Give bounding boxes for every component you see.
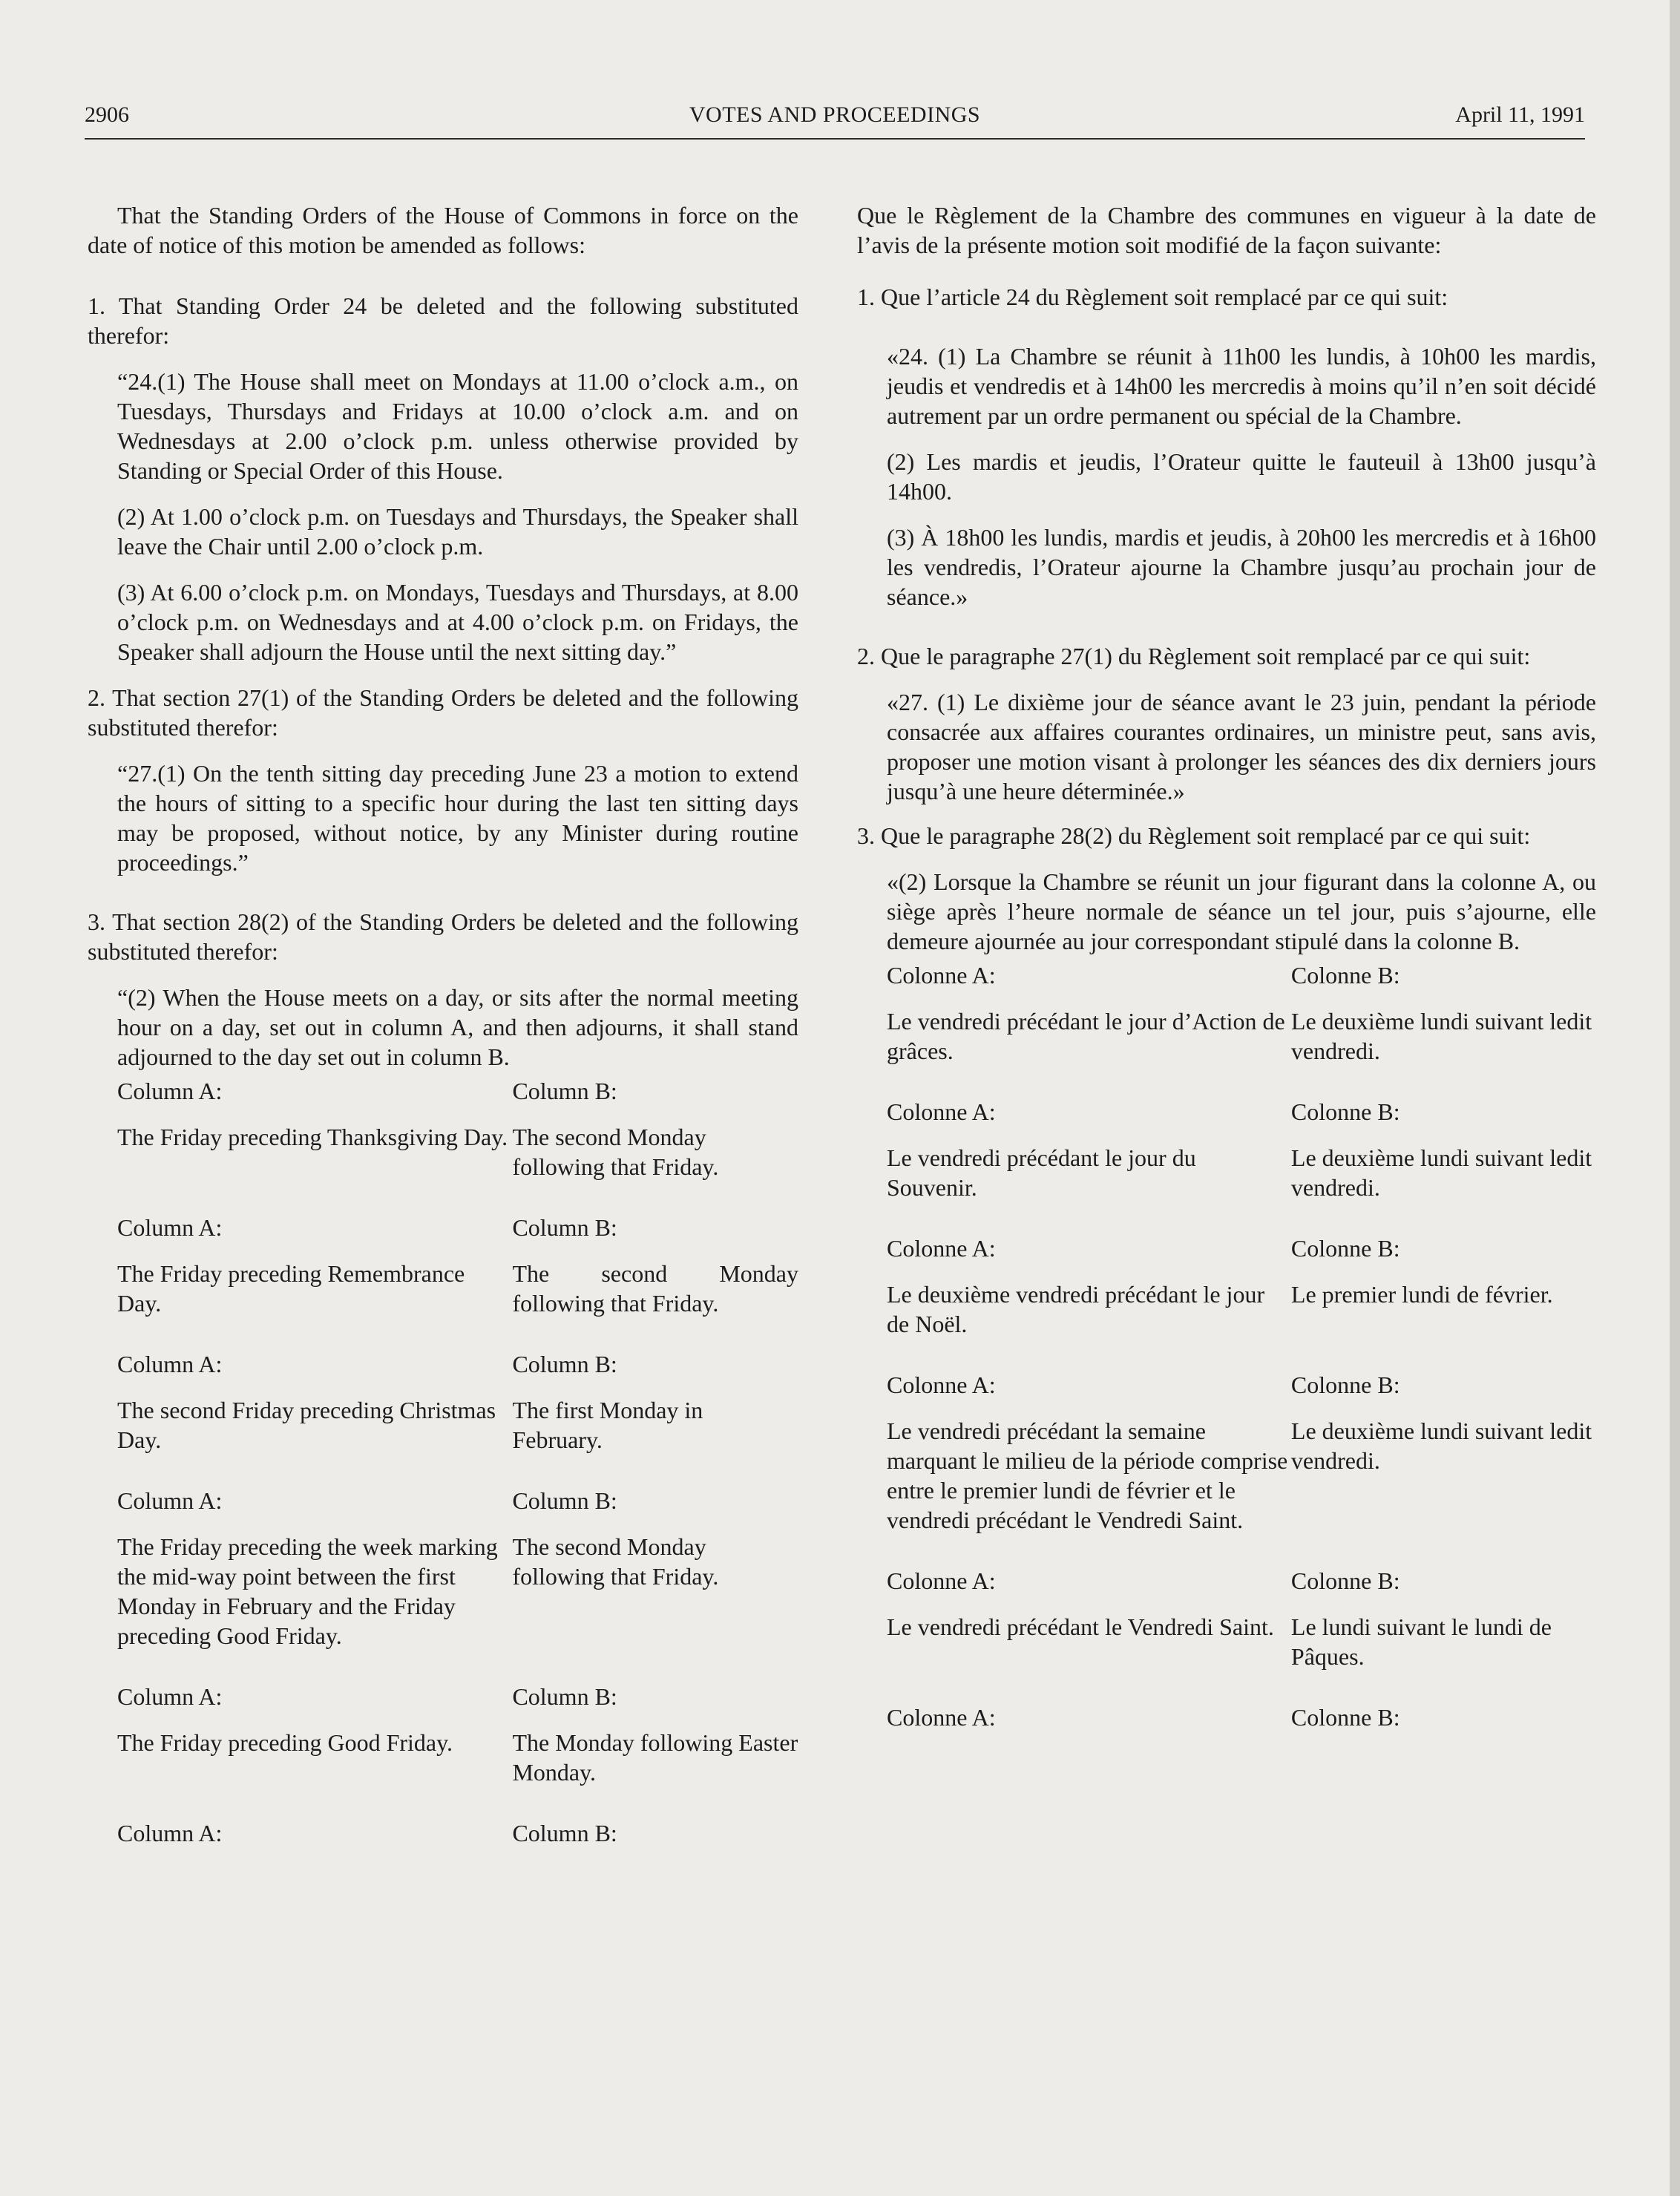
en-col-b-label: Column B: bbox=[512, 1214, 617, 1241]
en-col-b-label: Column B: bbox=[512, 1351, 617, 1377]
fr-so24-2: (2) Les mardis et jeudis, l’Orateur quitte le fauteuil à 13h00 jusqu’à 14h00. bbox=[887, 448, 1596, 505]
fr-so27-1: «27. (1) Le dixième jour de séance avant le 23 juin, pendant la période consacrée aux affaires courantes ordinaires, un ministre peut, sans avis, proposer une motion visant à prolonger les séances des dix derniers jours jusqu’à une heure déterminée.» bbox=[887, 689, 1596, 804]
fr-so28-2: «(2) Lorsque la Chambre se réunit un jour figurant dans la colonne A, ou siège après l’heure normale de séance un tel jour, puis s’ajourne, elle demeure ajournée au jour correspondant stipulé dans la colonne B. bbox=[887, 868, 1596, 954]
fr-item-3: 3. Que le paragraphe 28(2) du Règlement soit remplacé par ce qui suit: bbox=[857, 822, 1531, 849]
fr-row-a: Le vendredi précédant le jour d’Action de grâces. bbox=[887, 1008, 1285, 1064]
en-col-b-label: Column B: bbox=[512, 1078, 617, 1104]
en-row-a: The second Friday preceding Christmas Day. bbox=[117, 1397, 496, 1453]
english-column bbox=[88, 200, 798, 1864]
fr-so24-1: «24. (1) La Chambre se réunit à 11h00 les lundis, à 10h00 les mardis, jeudis et vendredis et à 14h00 les mercredis à moins qu’il n’en soit décidé autrement par un ordre permanent ou spécial de la Chambre. bbox=[887, 343, 1596, 429]
en-col-a-label: Column A: bbox=[117, 1820, 223, 1846]
header-date: April 11, 1991 bbox=[1455, 102, 1585, 127]
fr-row-b: Le deuxième lundi suivant ledit vendredi. bbox=[1290, 1008, 1592, 1064]
fr-row-a: Le vendredi précédant le Vendredi Saint. bbox=[887, 1613, 1274, 1640]
french-column bbox=[857, 200, 1596, 1748]
en-so24-1: “24.(1) The House shall meet on Mondays at 11.00 o’clock a.m., on Tuesdays, Thursdays and Fridays at 10.00 o’clock a.m. and on Wednesdays at 2.00 o’clock p.m. unless otherwise provided by Standing or Special Order of this House. bbox=[117, 368, 798, 484]
fr-so24-3: (3) À 18h00 les lundis, mardis et jeudis, à 20h00 les mercredis et à 16h00 les vendredis, l’Orateur ajourne la Chambre jusqu’au prochain jour de séance.» bbox=[887, 524, 1596, 610]
fr-col-b-label: Colonne B: bbox=[1290, 1567, 1400, 1594]
en-col-a-label: Column A: bbox=[117, 1351, 223, 1377]
en-col-a-label: Column A: bbox=[117, 1487, 223, 1514]
en-col-b-label: Column B: bbox=[512, 1487, 617, 1514]
fr-row-a: Le deuxième vendredi précédant le jour de Noël. bbox=[887, 1281, 1265, 1337]
en-intro: That the Standing Orders of the House of Commons in force on the date of notice of this motion be amended as follows: bbox=[88, 202, 798, 258]
en-row-b: The second Monday following that Friday. bbox=[512, 1124, 719, 1180]
fr-row-b: Le lundi suivant le lundi de Pâques. bbox=[1290, 1613, 1552, 1670]
fr-row-b: Le deuxième lundi suivant ledit vendredi. bbox=[1290, 1144, 1592, 1201]
en-col-a-label: Column A: bbox=[117, 1078, 223, 1104]
en-row-a: The Friday preceding Good Friday. bbox=[117, 1729, 453, 1756]
en-col-b-label: Column B: bbox=[512, 1683, 617, 1710]
fr-item-2: 2. Que le paragraphe 27(1) du Règlement soit remplacé par ce qui suit: bbox=[857, 643, 1531, 669]
fr-col-b-label: Colonne B: bbox=[1290, 1235, 1400, 1262]
fr-col-b-label: Colonne B: bbox=[1290, 1704, 1400, 1731]
en-row-a: The Friday preceding Remembrance Day. bbox=[117, 1260, 465, 1317]
fr-col-a-label: Colonne A: bbox=[887, 1567, 996, 1594]
en-row-a: The Friday preceding Thanksgiving Day. bbox=[117, 1124, 508, 1150]
page-number: 2906 bbox=[85, 102, 129, 127]
en-schedule-table bbox=[117, 1075, 798, 1864]
fr-col-b-label: Colonne B: bbox=[1290, 1371, 1400, 1398]
en-item-2: 2. That section 27(1) of the Standing Orders be deleted and the following substituted therefor: bbox=[88, 684, 798, 741]
en-row-b: The Monday following Easter Monday. bbox=[512, 1729, 798, 1786]
page-header bbox=[85, 102, 1585, 140]
en-row-b: The second Monday following that Friday. bbox=[512, 1533, 719, 1590]
en-col-a-label: Column A: bbox=[117, 1683, 223, 1710]
fr-intro: Que le Règlement de la Chambre des communes en vigueur à la date de l’avis de la présente motion soit modifié de la façon suivante: bbox=[857, 202, 1596, 258]
scan-edge bbox=[1670, 0, 1680, 2196]
fr-row-a: Le vendredi précédant la semaine marquant le milieu de la période comprise entre le premier lundi de février et le vendredi précédant le Vendredi Saint. bbox=[887, 1417, 1288, 1533]
en-so28-2: “(2) When the House meets on a day, or sits after the normal meeting hour on a day, set out in column A, and then adjourns, it shall stand adjourned to the day set out in column B. bbox=[117, 984, 798, 1070]
en-row-b: The second Monday following that Friday. bbox=[512, 1260, 798, 1317]
en-col-b-label: Column B: bbox=[512, 1820, 617, 1846]
en-so24-3: (3) At 6.00 o’clock p.m. on Mondays, Tuesdays and Thursdays, at 8.00 o’clock p.m. on Wednesdays and at 4.00 o’clock p.m. on Fridays, the Speaker shall adjourn the House until the next sitting day.” bbox=[117, 579, 798, 665]
fr-col-a-label: Colonne A: bbox=[887, 1371, 996, 1398]
en-so24-2: (2) At 1.00 o’clock p.m. on Tuesdays and Thursdays, the Speaker shall leave the Chair until 2.00 o’clock p.m. bbox=[117, 503, 798, 560]
fr-schedule-table bbox=[887, 959, 1596, 1748]
fr-col-a-label: Colonne A: bbox=[887, 1098, 996, 1125]
fr-col-a-label: Colonne A: bbox=[887, 1704, 996, 1731]
fr-item-1: 1. Que l’article 24 du Règlement soit remplacé par ce qui suit: bbox=[857, 283, 1448, 310]
running-title: VOTES AND PROCEEDINGS bbox=[689, 102, 981, 127]
en-item-1: 1. That Standing Order 24 be deleted and the following substituted therefor: bbox=[88, 292, 798, 349]
fr-col-a-label: Colonne A: bbox=[887, 962, 996, 989]
en-so27-1: “27.(1) On the tenth sitting day preceding June 23 a motion to extend the hours of sitting to a specific hour during the last ten sitting days may be proposed, without notice, by any Minister during routine proceedings.” bbox=[117, 760, 798, 876]
fr-col-b-label: Colonne B: bbox=[1290, 1098, 1400, 1125]
fr-row-b: Le deuxième lundi suivant ledit vendredi. bbox=[1290, 1417, 1592, 1474]
fr-row-a: Le vendredi précédant le jour du Souvenir. bbox=[887, 1144, 1196, 1201]
en-item-3: 3. That section 28(2) of the Standing Orders be deleted and the following substituted therefor: bbox=[88, 908, 798, 965]
en-row-a: The Friday preceding the week marking the mid-way point between the first Monday in February and the Friday preceding Good Friday. bbox=[117, 1533, 498, 1649]
fr-col-a-label: Colonne A: bbox=[887, 1235, 996, 1262]
en-col-a-label: Column A: bbox=[117, 1214, 223, 1241]
fr-row-b: Le premier lundi de février. bbox=[1290, 1281, 1553, 1308]
fr-col-b-label: Colonne B: bbox=[1290, 962, 1400, 989]
en-row-b: The first Monday in February. bbox=[512, 1397, 703, 1453]
